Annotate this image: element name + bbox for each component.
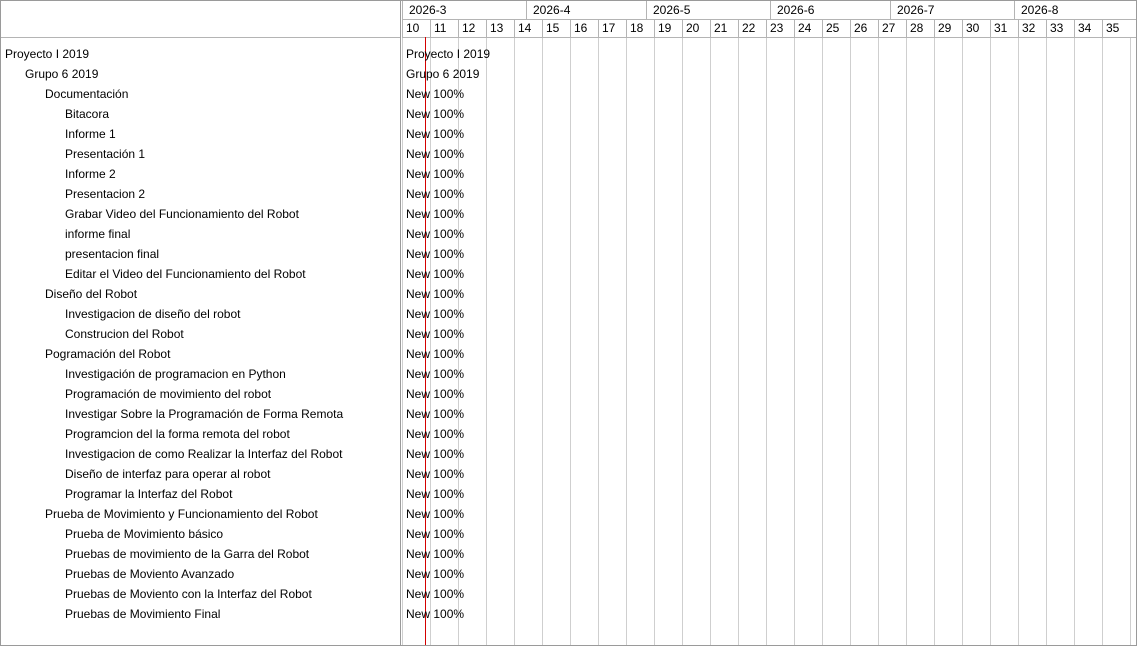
gantt-row[interactable] xyxy=(402,564,1136,584)
task-name: Informe 2 xyxy=(65,167,116,181)
task-row[interactable] xyxy=(1,244,400,264)
gantt-task-label: New 100% xyxy=(406,227,465,241)
task-name: Pogramación del Robot xyxy=(45,347,171,361)
gantt-chart-panel[interactable] xyxy=(402,1,1136,645)
task-name: Programcion del la forma remota del robot xyxy=(65,427,290,441)
gantt-task-label: Grupo 6 2019 xyxy=(406,67,480,81)
gantt-task-label: New 100% xyxy=(406,367,465,381)
week-header-cell: 13 xyxy=(486,20,514,37)
task-row[interactable] xyxy=(1,344,400,364)
gantt-row[interactable] xyxy=(402,144,1136,164)
month-header-cell: 2026-6 xyxy=(770,1,890,19)
month-header-cell: 2026-7 xyxy=(890,1,1014,19)
gantt-row[interactable] xyxy=(402,484,1136,504)
gantt-row[interactable] xyxy=(402,324,1136,344)
week-header-cell: 21 xyxy=(710,20,738,37)
task-name: Proyecto I 2019 xyxy=(5,47,90,61)
week-header-cell: 17 xyxy=(598,20,626,37)
task-row[interactable] xyxy=(1,524,400,544)
gantt-task-label: New 100% xyxy=(406,247,465,261)
task-row[interactable] xyxy=(1,204,400,224)
gantt-task-label: New 100% xyxy=(406,127,465,141)
task-name: Prueba de Movimiento y Funcionamiento del Robot xyxy=(45,507,318,521)
gantt-task-label: New 100% xyxy=(406,467,465,481)
timeline-month-header xyxy=(402,1,1136,20)
week-header-cell: 32 xyxy=(1018,20,1046,37)
gantt-row[interactable] xyxy=(402,544,1136,564)
task-name: Investigacion de diseño del robot xyxy=(65,307,241,321)
task-name: Investigación de programacion en Python xyxy=(65,367,286,381)
task-name: Pruebas de Moviento con la Interfaz del Robot xyxy=(65,587,312,601)
task-row[interactable] xyxy=(1,384,400,404)
task-row[interactable] xyxy=(1,164,400,184)
gantt-row[interactable] xyxy=(402,184,1136,204)
week-header-cell: 18 xyxy=(626,20,654,37)
task-row[interactable] xyxy=(1,84,400,104)
month-header-cell: 2026-3 xyxy=(402,1,526,19)
task-row[interactable] xyxy=(1,504,400,524)
task-name: presentacion final xyxy=(65,247,160,261)
task-row[interactable] xyxy=(1,464,400,484)
week-header-cell: 28 xyxy=(906,20,934,37)
task-row[interactable] xyxy=(1,324,400,344)
timeline-week-header xyxy=(402,20,1136,38)
gantt-row[interactable] xyxy=(402,124,1136,144)
week-header-cell: 10 xyxy=(402,20,430,37)
task-name: Construcion del Robot xyxy=(65,327,184,341)
task-name: Presentación 1 xyxy=(65,147,146,161)
week-header-cell: 23 xyxy=(766,20,794,37)
task-tree-panel[interactable] xyxy=(1,1,401,645)
gantt-task-label: New 100% xyxy=(406,187,465,201)
gantt-task-label: New 100% xyxy=(406,527,465,541)
task-name: Diseño del Robot xyxy=(45,287,138,301)
gantt-row[interactable] xyxy=(402,84,1136,104)
task-row[interactable] xyxy=(1,64,400,84)
task-row[interactable] xyxy=(1,604,400,624)
task-row[interactable] xyxy=(1,184,400,204)
week-header-cell: 11 xyxy=(430,20,458,37)
gantt-task-label: New 100% xyxy=(406,387,465,401)
gantt-task-label: New 100% xyxy=(406,547,465,561)
gantt-row[interactable] xyxy=(402,384,1136,404)
task-tree-header xyxy=(1,1,400,38)
task-row[interactable] xyxy=(1,124,400,144)
task-row[interactable] xyxy=(1,444,400,464)
task-row[interactable] xyxy=(1,264,400,284)
gantt-row[interactable] xyxy=(402,524,1136,544)
task-row[interactable] xyxy=(1,224,400,244)
task-name: Editar el Video del Funcionamiento del Robot xyxy=(65,267,306,281)
gantt-row[interactable] xyxy=(402,64,1136,84)
task-row[interactable] xyxy=(1,44,400,64)
gantt-row[interactable] xyxy=(402,604,1136,624)
task-name: Investigar Sobre la Programación de Forma Remota xyxy=(65,407,344,421)
gantt-task-label: New 100% xyxy=(406,567,465,581)
task-row[interactable] xyxy=(1,144,400,164)
task-name: Informe 1 xyxy=(65,127,116,141)
gantt-task-label: New 100% xyxy=(406,327,465,341)
week-header-cell: 26 xyxy=(850,20,878,37)
gantt-row[interactable] xyxy=(402,584,1136,604)
gantt-task-label: New 100% xyxy=(406,347,465,361)
task-name: Pruebas de Moviento Avanzado xyxy=(65,567,235,581)
week-header-cell: 14 xyxy=(514,20,542,37)
month-header-cell: 2026-5 xyxy=(646,1,770,19)
week-header-cell: 24 xyxy=(794,20,822,37)
gantt-row[interactable] xyxy=(402,164,1136,184)
week-header-cell: 31 xyxy=(990,20,1018,37)
task-row[interactable] xyxy=(1,424,400,444)
task-name: Presentacion 2 xyxy=(65,187,146,201)
gantt-task-label: New 100% xyxy=(406,167,465,181)
task-row[interactable] xyxy=(1,364,400,384)
gantt-task-label: New 100% xyxy=(406,447,465,461)
task-name: Documentación xyxy=(45,87,129,101)
task-row[interactable] xyxy=(1,304,400,324)
task-row[interactable] xyxy=(1,104,400,124)
week-header-cell: 35 xyxy=(1102,20,1130,37)
task-name: Prueba de Movimiento básico xyxy=(65,527,224,541)
gantt-row[interactable] xyxy=(402,344,1136,364)
gantt-task-label: New 100% xyxy=(406,107,465,121)
month-header-cell: 2026-8 xyxy=(1014,1,1136,19)
gantt-task-label: New 100% xyxy=(406,407,465,421)
gantt-task-label: Proyecto I 2019 xyxy=(406,47,491,61)
gantt-task-label: New 100% xyxy=(406,267,465,281)
gantt-row[interactable] xyxy=(402,464,1136,484)
gantt-task-label: New 100% xyxy=(406,147,465,161)
task-row[interactable] xyxy=(1,284,400,304)
gantt-task-label: New 100% xyxy=(406,607,465,621)
week-header-cell: 29 xyxy=(934,20,962,37)
gantt-task-label: New 100% xyxy=(406,307,465,321)
gantt-task-label: New 100% xyxy=(406,587,465,601)
gantt-row[interactable] xyxy=(402,44,1136,64)
gantt-row[interactable] xyxy=(402,284,1136,304)
month-header-cell: 2026-4 xyxy=(526,1,646,19)
gantt-task-label: New 100% xyxy=(406,487,465,501)
gantt-row[interactable] xyxy=(402,424,1136,444)
gantt-row[interactable] xyxy=(402,404,1136,424)
week-header-cell: 12 xyxy=(458,20,486,37)
week-header-cell: 27 xyxy=(878,20,906,37)
task-name: Pruebas de movimiento de la Garra del Robot xyxy=(65,547,310,561)
task-name: Programar la Interfaz del Robot xyxy=(65,487,233,501)
task-row[interactable] xyxy=(1,544,400,564)
week-header-cell: 30 xyxy=(962,20,990,37)
week-header-cell: 33 xyxy=(1046,20,1074,37)
week-header-cell: 20 xyxy=(682,20,710,37)
task-name: Programación de movimiento del robot xyxy=(65,387,272,401)
gantt-task-label: New 100% xyxy=(406,427,465,441)
gantt-row[interactable] xyxy=(402,244,1136,264)
task-name: Grupo 6 2019 xyxy=(25,67,99,81)
week-header-cell: 25 xyxy=(822,20,850,37)
gantt-row[interactable] xyxy=(402,264,1136,284)
gantt-row[interactable] xyxy=(402,444,1136,464)
task-name: Investigacion de como Realizar la Interfaz del Robot xyxy=(65,447,343,461)
gantt-row[interactable] xyxy=(402,304,1136,324)
week-header-cell: 15 xyxy=(542,20,570,37)
task-name: Diseño de interfaz para operar al robot xyxy=(65,467,271,481)
gantt-task-label: New 100% xyxy=(406,207,465,221)
gantt-row[interactable] xyxy=(402,104,1136,124)
task-name: Bitacora xyxy=(65,107,110,121)
gantt-task-label: New 100% xyxy=(406,507,465,521)
gantt-row[interactable] xyxy=(402,504,1136,524)
gantt-row[interactable] xyxy=(402,224,1136,244)
task-row[interactable] xyxy=(1,584,400,604)
week-header-cell: 22 xyxy=(738,20,766,37)
week-header-cell: 19 xyxy=(654,20,682,37)
gantt-task-label: New 100% xyxy=(406,287,465,301)
week-header-cell: 16 xyxy=(570,20,598,37)
task-name: Pruebas de Movimiento Final xyxy=(65,607,221,621)
gantt-task-label: New 100% xyxy=(406,87,465,101)
task-name: Grabar Video del Funcionamiento del Robot xyxy=(65,207,299,221)
task-row[interactable] xyxy=(1,404,400,424)
task-row[interactable] xyxy=(1,484,400,504)
gantt-row[interactable] xyxy=(402,364,1136,384)
task-name: informe final xyxy=(65,227,131,241)
task-row[interactable] xyxy=(1,564,400,584)
week-header-cell: 34 xyxy=(1074,20,1102,37)
gantt-row[interactable] xyxy=(402,204,1136,224)
